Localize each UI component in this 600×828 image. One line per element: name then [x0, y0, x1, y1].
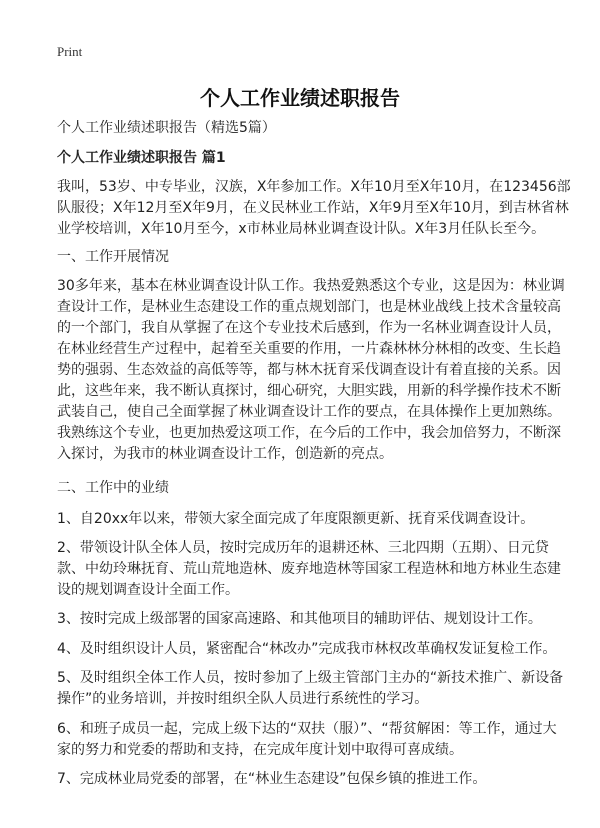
text-line: 4、及时组织设计人员，紧密配合“林改办”完成我市林权改革确权发证复检工作。 — [57, 641, 557, 657]
achievement-item-5 — [57, 668, 563, 710]
text-line: 武装自己，使自己全面掌握了林业调查设计工作的要点，在具体操作上更加熟练。 — [57, 404, 561, 420]
text-line: 6、和班子成员一起，完成上级下达的“双扶（服）”、“帮贫解困：等工作，通过大 — [57, 721, 557, 737]
print-link[interactable]: Print — [57, 44, 83, 59]
text-line: 家的努力和党委的帮助和支持，在完成年度计划中取得可喜成绩。 — [57, 742, 463, 758]
text-line: 队服役；X年12月至X年9月，在义民林业工作站，X年9月至X年10月，到吉林省林 — [57, 200, 569, 216]
achievement-item-1 — [57, 509, 534, 530]
heading-work-overview: 一、工作开展情况 — [57, 249, 169, 265]
text-line: 2、带领设计队全体人员，按时完成历年的退耕还林、三北四期（五期）、日元贷 — [57, 540, 549, 556]
text-line: 业学校培训，X年10月至今，x市林业局林业调查设计队。X年3月任队长至今。 — [57, 221, 546, 237]
achievement-item-6 — [57, 719, 557, 761]
achievement-item-7 — [57, 769, 486, 790]
text-line: 3、按时完成上级部署的国家高速路、和其他项目的辅助评估、规划设计工作。 — [57, 611, 542, 627]
work-overview-paragraph — [57, 276, 565, 465]
text-line: 操作”的业务培训，并按时组织全队人员进行系统性的学习。 — [57, 691, 429, 707]
intro-paragraph — [57, 177, 571, 240]
text-line: 查设计工作，是林业生态建设工作的重点规划部门，也是林业战线上技术含量较高 — [57, 299, 561, 315]
text-line: 我叫，53岁、中专毕业，汉族，X年参加工作。X年10月至X年10月，在123456部 — [57, 179, 571, 195]
text-line: 7、完成林业局党委的部署，在“林业生态建设”包保乡镇的推进工作。 — [57, 771, 487, 787]
text-line: 1、自20xx年以来，带领大家全面完成了年度限额更新、抚育采伐调查设计。 — [57, 511, 535, 527]
text-line: 30多年来，基本在林业调查设计队工作。我热爱熟悉这个专业，这是因为：林业调 — [57, 278, 565, 294]
text-line: 此，这些年来，我不断认真探讨，细心研究，大胆实践，用新的科学操作技术不断 — [57, 383, 561, 399]
heading-achievements: 二、工作中的业绩 — [57, 480, 169, 496]
text-line: 入探讨，为我市的林业调查设计工作，创造新的亮点。 — [57, 446, 393, 462]
text-line: 的一个部门，我自从掌握了在这个专业技术后感到，作为一名林业调查设计人员， — [57, 320, 561, 336]
text-line: 5、及时组织全体工作人员，按时参加了上级主管部门主办的“新技术推广、新设备 — [57, 670, 564, 686]
achievement-item-4 — [57, 639, 556, 660]
section-heading: 个人工作业绩述职报告 篇1 — [57, 150, 226, 166]
document-subtitle: 个人工作业绩述职报告（精选5篇） — [57, 120, 276, 136]
text-line: 我熟练这个专业，也更加热爱这项工作，在今后的工作中，我会加倍努力，不断深 — [57, 425, 561, 441]
text-line: 设的规划调查设计全面工作。 — [57, 582, 239, 598]
text-line: 势的强弱、生态效益的高低等等，都与林木抚育采伐调查设计有着直接的关系。因 — [57, 362, 561, 378]
achievement-item-2 — [57, 538, 561, 601]
text-line: 款、中幼玲琳抚育、荒山荒地造林、废弃地造林等国家工程造林和地方林业生态建 — [57, 561, 561, 577]
achievement-item-3 — [57, 609, 542, 630]
document-title: 个人工作业绩述职报告 — [200, 86, 400, 110]
text-line: 在林业经营生产过程中，起着至关重要的作用，一片森林林分林相的改变、生长趋 — [57, 341, 561, 357]
